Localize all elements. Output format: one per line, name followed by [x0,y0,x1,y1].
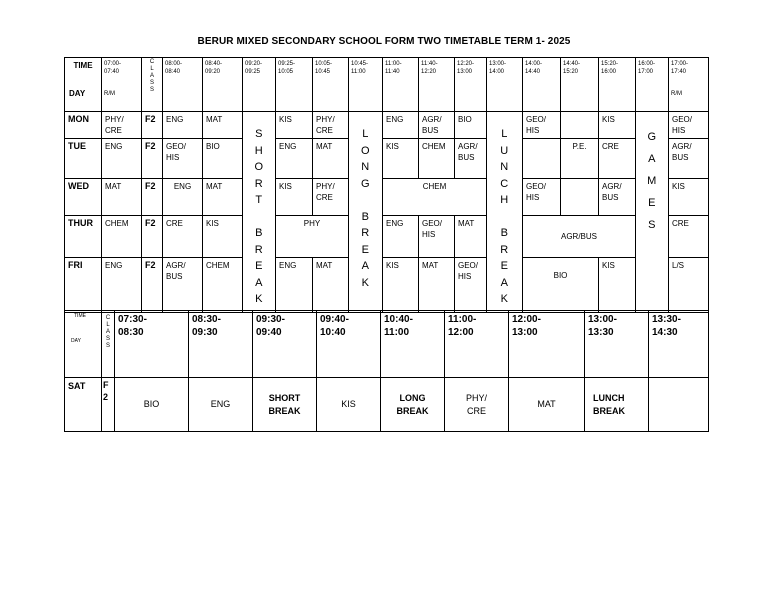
cell: BIO [203,139,243,179]
break-letter: L [501,128,508,140]
break-gap [349,192,382,209]
cell: BIO [455,112,487,139]
break-letter: K [255,293,263,305]
games-letter: G [647,131,657,143]
weekday-timetable [64,57,709,313]
class-header [142,58,163,112]
break-letter: N [361,161,370,173]
break-letter: O [254,161,264,173]
time-label: TIME [73,61,93,70]
break-letter: A [255,276,263,289]
sat-time-1100: 11:00- 12:00 [445,311,509,378]
cell: ENG [163,179,203,216]
day-thur: THUR [65,216,102,258]
break-letter: L [362,128,369,140]
day-mon: MON [65,112,102,139]
games-letter: S [648,219,656,231]
cell: PHY/ CRE [313,112,349,139]
row-fri [65,258,709,313]
cell: AGR/ BUS [163,258,203,313]
sat-time-0730: 07:30- 08:30 [115,311,189,378]
cell: ENG [276,139,313,179]
cell-merged: PHY [276,216,349,258]
sat-time-1330: 13:30- 14:30 [649,311,709,378]
header-row [65,58,709,112]
cell: MAT [203,112,243,139]
cell: AGR/ BUS [419,112,455,139]
class-cell: F2 [142,258,163,313]
class-cell: F2 [142,179,163,216]
break-letter: A [361,260,370,272]
cell: MAT [313,139,349,179]
cell: ENG [383,216,419,258]
class-letter: A [149,73,154,79]
break-letter: S [255,128,263,140]
time-0925: 09:25- 10:05 [276,58,313,112]
row-thur [65,216,709,258]
cell: ENG [102,139,142,179]
time-0840: 08:40- 09:20 [203,58,243,112]
time-1045: 10:45- 11:00 [349,58,383,112]
cell: AGR/ BUS [599,179,636,216]
break-letter: R [500,243,509,256]
class-letter: L [106,322,110,328]
cell: ENG [102,258,142,313]
time-0920: 09:20- 09:25 [243,58,276,112]
sat-time-1300: 13:00- 13:30 [585,311,649,378]
break-letter: K [500,293,509,305]
day-sat: SAT [65,378,102,432]
class-letter: L [150,66,154,72]
time-1140: 11:40- 12:20 [419,58,455,112]
class-letter: S [149,80,154,86]
day-label: DAY [71,338,81,344]
cell: KIS [383,258,419,313]
break-letter: E [361,243,370,256]
break-letter: R [254,243,264,256]
break-letter: B [255,227,263,239]
class-cell: F2 [142,112,163,139]
cell: MAT [509,378,585,432]
cell: CHEM [102,216,142,258]
cell: CHEM [203,258,243,313]
cell: KIS [383,139,419,179]
saturday-header-row [65,311,709,378]
cell: PHY/ CRE [102,112,142,139]
break-letter: H [254,144,264,157]
cell: CRE [163,216,203,258]
time-0800: 08:00- 08:40 [163,58,203,112]
timetable-title: BERUR MIXED SECONDARY SCHOOL FORM TWO TIMETABLE TERM 1- 2025 [197,36,571,47]
cell: KIS [599,112,636,139]
break-letter: U [500,144,509,157]
sat-time-1200: 12:00- 13:00 [509,311,585,378]
day-tue: TUE [65,139,102,179]
time-1440: 14:40- 15:20 [561,58,599,112]
class-cell: F2 [142,216,163,258]
rm-label: R/M [104,91,115,97]
cell-merged: CHEM [383,179,487,216]
break-letter: E [255,260,263,272]
cell: GEO/ HIS [455,258,487,313]
cell: PHY/ CRE [313,179,349,216]
rm-time-header [102,58,142,112]
cell: MAT [102,179,142,216]
row-sat [65,378,709,432]
class-letter: A [105,329,110,335]
day-label: DAY [69,89,86,98]
games-letter: E [648,197,656,209]
cell-merged: AGR/BUS [523,216,636,258]
break-letter: K [361,276,370,289]
saturday-timetable [64,310,709,432]
cell [649,378,709,432]
class-letter: S [149,87,154,93]
time-1300: 13:00- 14:00 [487,58,523,112]
class-letter: S [105,336,110,342]
class-letter: C [105,315,111,321]
cell: MAT [313,258,349,313]
time-1005: 10:05- 10:45 [313,58,349,112]
cell [523,139,561,179]
cell: GEO/ HIS [523,179,561,216]
class-letter: S [105,343,110,349]
cell: CHEM [419,139,455,179]
row-wed [65,179,709,216]
day-fri: FRI [65,258,102,313]
cell: ENG [189,378,253,432]
short-break-cell: SHORT BREAK [253,378,317,432]
time-day-header [65,311,102,378]
cell: GEO/ HIS [163,139,203,179]
time-day-header [65,58,102,112]
long-break-cell: LONG BREAK [381,378,445,432]
cell [561,112,599,139]
row-mon [65,112,709,139]
cell: PHY/ CRE [445,378,509,432]
break-letter: B [500,227,509,239]
cell: KIS [203,216,243,258]
cell: MAT [455,216,487,258]
lunch-break-column [487,112,523,313]
time-1700 [669,58,709,112]
time-0700: 07:00- 07:40 [104,61,122,75]
cell: AGR/ BUS [455,139,487,179]
break-letter: G [360,177,371,190]
break-letter: O [360,144,371,157]
break-letter: C [500,177,509,190]
cell: MAT [203,179,243,216]
games-letter: M [647,175,657,187]
break-letter: H [500,194,509,206]
cell: ENG [163,112,203,139]
break-letter: R [254,177,264,190]
time-1700-label: 17:00- 17:40 [671,61,689,75]
cell: L/S [669,258,709,313]
cell: AGR/ BUS [669,139,709,179]
cell: GEO/ HIS [419,216,455,258]
sat-time-0930: 09:30- 09:40 [253,311,317,378]
sat-time-0830: 08:30- 09:30 [189,311,253,378]
cell: MAT [419,258,455,313]
time-1520: 15:20- 16:00 [599,58,636,112]
cell: KIS [599,258,636,313]
cell [561,179,599,216]
cell: KIS [669,179,709,216]
break-letter: R [361,227,370,239]
sat-time-0940: 09:40- 10:40 [317,311,381,378]
cell: GEO/ HIS [669,112,709,139]
break-letter: T [255,194,263,206]
cell: KIS [317,378,381,432]
class-letter: C [149,59,155,65]
cell: GEO/ HIS [523,112,561,139]
rm-label-end: R/M [671,91,682,97]
cell: P.E. [561,139,599,179]
break-letter: N [500,161,509,173]
cell: CRE [599,139,636,179]
cell: CRE [669,216,709,258]
time-1600: 16:00- 17:00 [636,58,669,112]
cell: KIS [276,179,313,216]
break-letter: E [500,260,509,272]
time-1220: 12:20- 13:00 [455,58,487,112]
cell: BIO [115,378,189,432]
cell: ENG [383,112,419,139]
lunch-break-cell: LUNCH BREAK [585,378,649,432]
cell-merged: BIO [523,258,599,313]
row-tue [65,139,709,179]
class-header [102,311,115,378]
cell: KIS [276,112,313,139]
time-1100: 11:00- 11:40 [383,58,419,112]
class-cell: F2 [142,139,163,179]
time-label: TIME [74,313,86,319]
short-break-column [243,112,276,313]
break-gap [243,209,275,226]
long-break-column [349,112,383,313]
break-letter: A [500,276,509,289]
sat-time-1040: 10:40- 11:00 [381,311,445,378]
class-cell: F 2 [102,378,115,432]
games-column [636,112,669,313]
break-letter: B [361,210,370,223]
time-1400: 14:00- 14:40 [523,58,561,112]
cell: ENG [276,258,313,313]
day-wed: WED [65,179,102,216]
break-gap [487,209,522,226]
games-letter: A [648,153,656,165]
